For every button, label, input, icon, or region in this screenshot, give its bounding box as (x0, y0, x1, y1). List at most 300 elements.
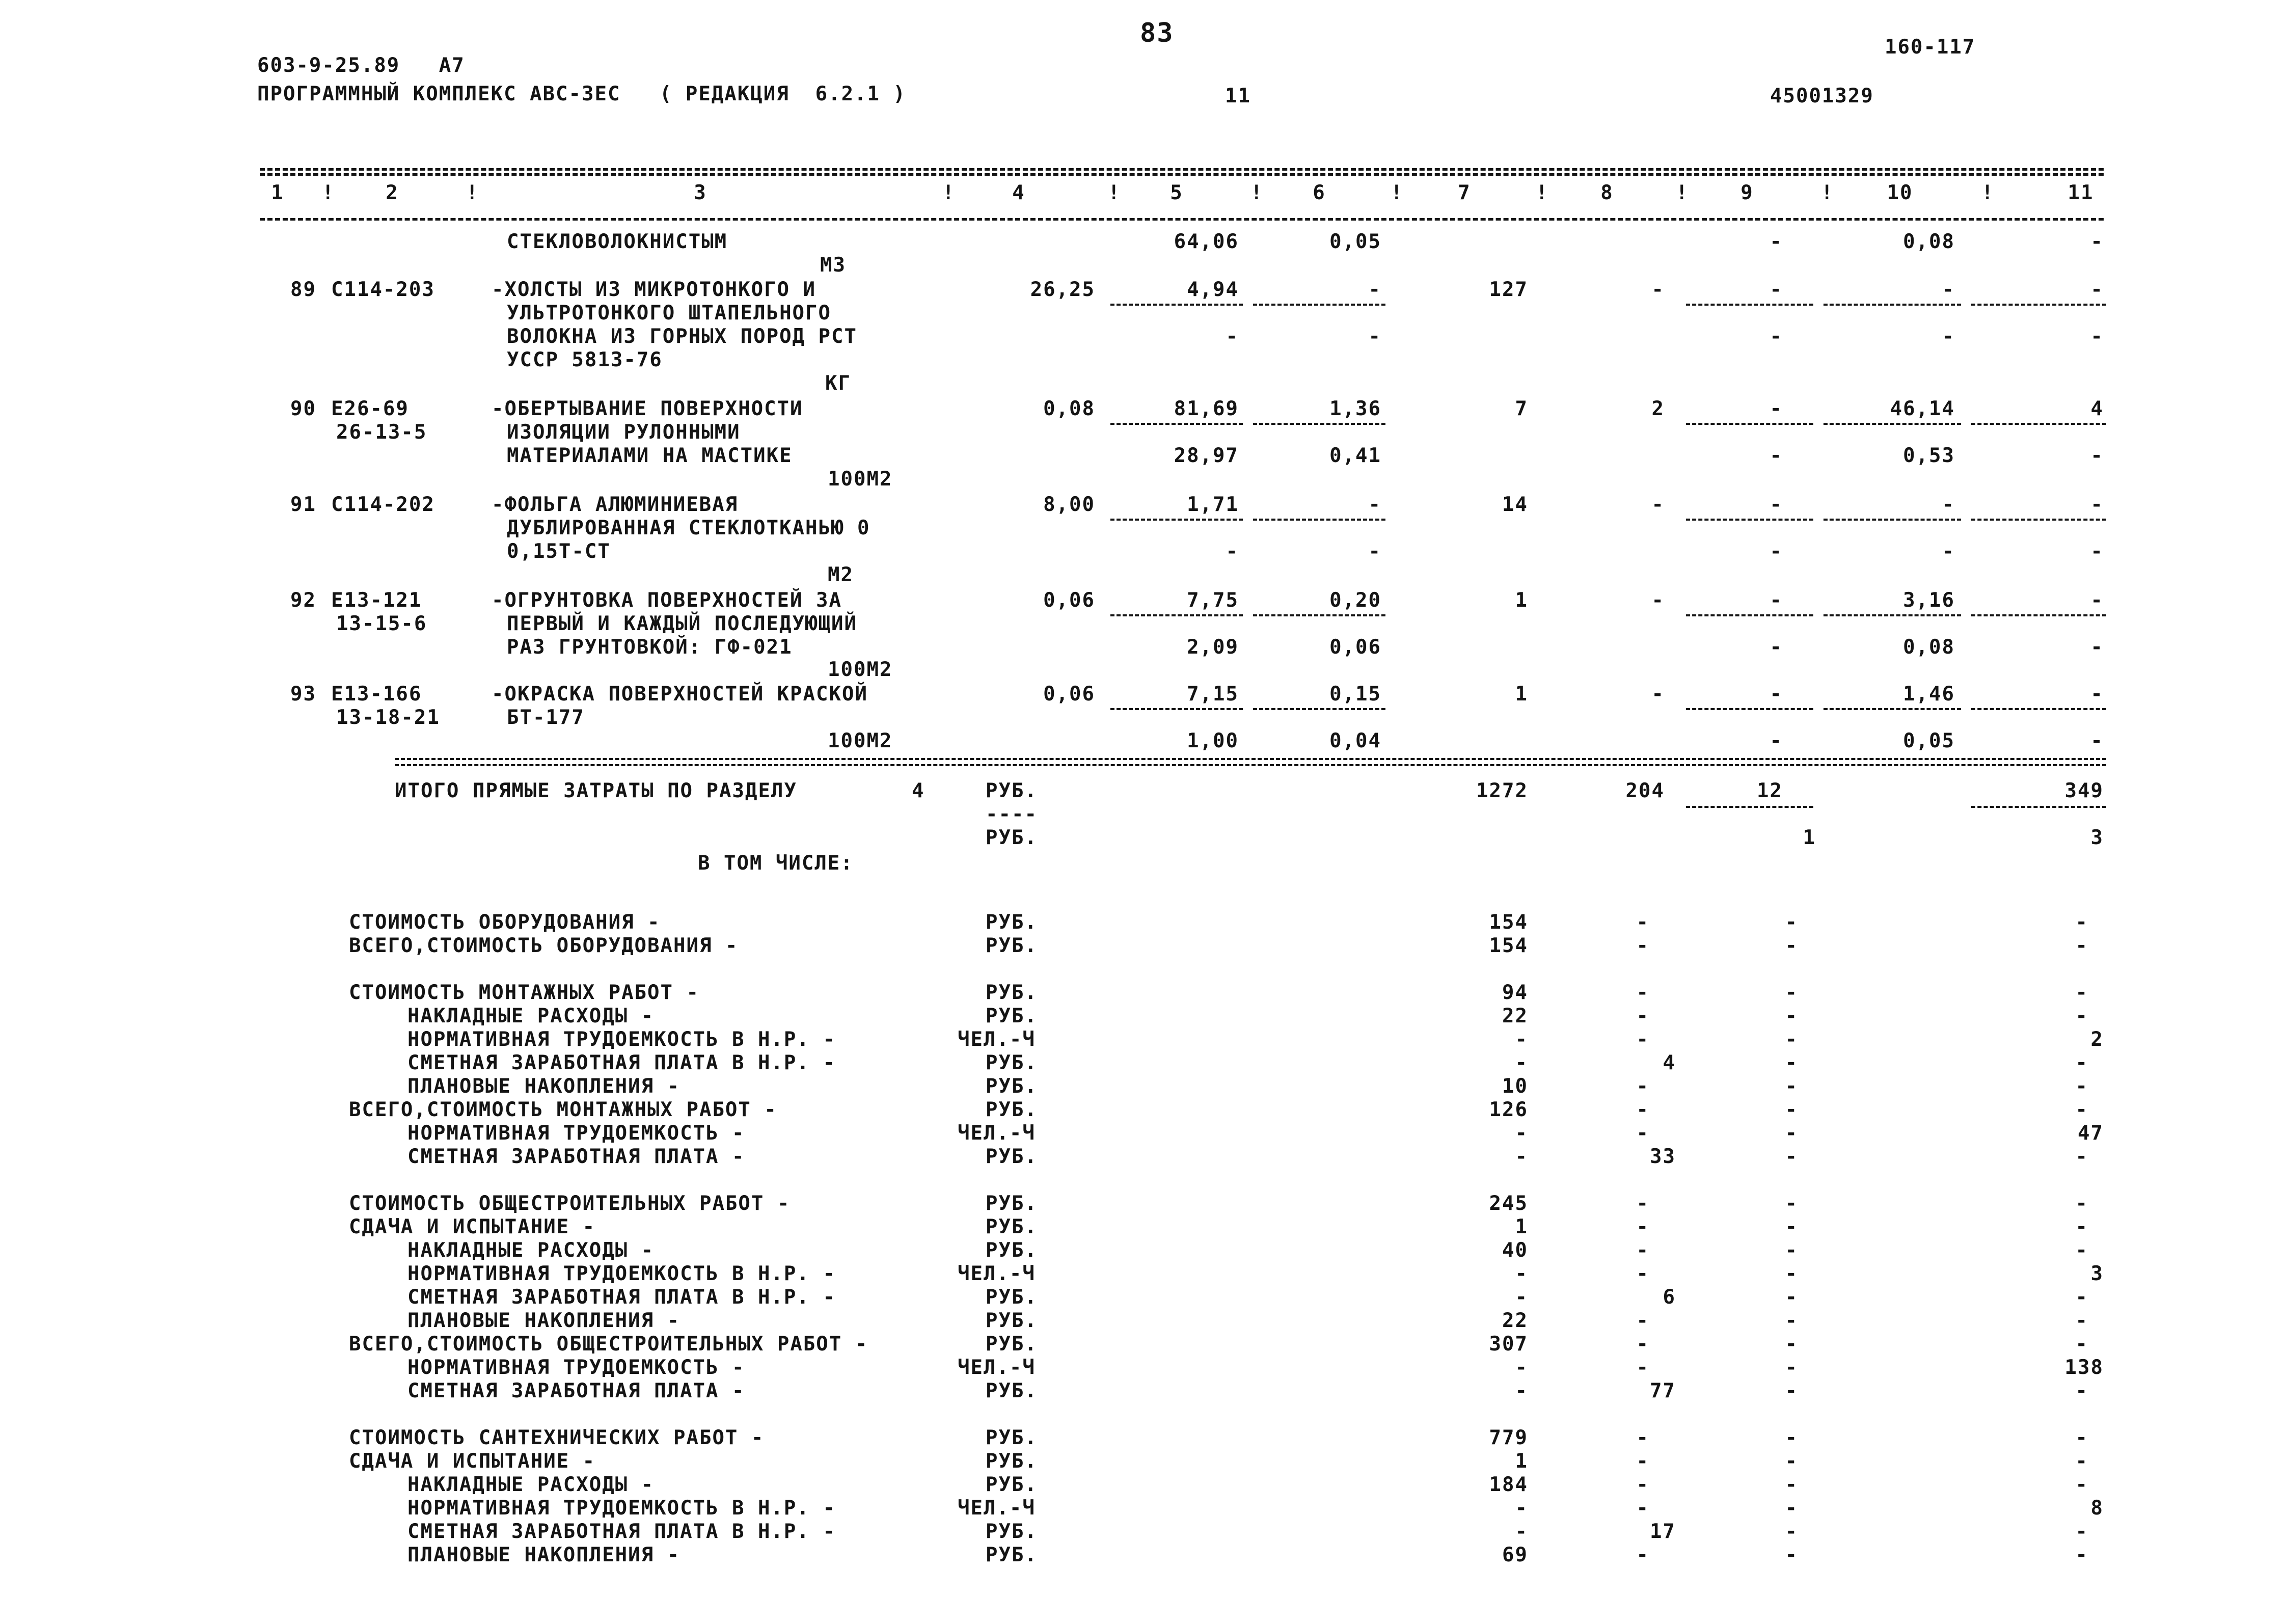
cell-c11b: - (2090, 729, 2104, 752)
item-name-line: УССР 5813-76 (507, 348, 663, 371)
summary-label: СТОИМОСТЬ ОБОРУДОВАНИЯ - (349, 911, 661, 934)
summary-label: СМЕТНАЯ ЗАРАБОТНАЯ ПЛАТА - (407, 1145, 745, 1168)
subtotal-rule (1971, 304, 2106, 306)
summary-c7: 779 (1489, 1426, 1528, 1449)
item-number: 89 (290, 278, 316, 301)
cell-c6: 0,05 (1329, 230, 1381, 253)
cell-c6: 1,36 (1329, 397, 1381, 420)
cell-c10b: 0,08 (1903, 636, 1955, 659)
cell-c5b: 2,09 (1187, 636, 1239, 659)
item-unit: 100М2 (828, 658, 893, 681)
summary-c11: - (2075, 1309, 2088, 1332)
summary-c11: - (2075, 1333, 2088, 1356)
column-header-6: 6 (1313, 181, 1326, 204)
item-name-line: -ХОЛСТЫ ИЗ МИКРОТОНКОГО И (492, 278, 816, 301)
cell-c11b: - (2090, 636, 2104, 659)
summary-c11: - (2075, 1379, 2088, 1402)
summary-c11: - (2075, 1426, 2088, 1449)
summary-label: НОРМАТИВНАЯ ТРУДОЕМКОСТЬ - (407, 1122, 745, 1145)
summary-unit: ЧЕЛ.-Ч (958, 1497, 1036, 1520)
cell-c9b: - (1770, 325, 1783, 348)
cell-c11b: - (2090, 540, 2104, 563)
sheet-index: 11 (1225, 85, 1251, 107)
cell-c8: - (1651, 278, 1665, 301)
cell-c5: 7,75 (1187, 589, 1239, 612)
summary-unit: РУБ. (986, 1145, 1038, 1168)
column-header-9: 9 (1740, 181, 1754, 204)
summary-c8: - (1636, 981, 1649, 1004)
summary-unit: РУБ. (986, 981, 1038, 1004)
summary-c11: - (2075, 1286, 2088, 1309)
summary-c7: 1 (1515, 1450, 1528, 1473)
column-separator: ! (466, 181, 479, 204)
subtotal-rule (1824, 519, 1961, 521)
cell-c9: - (1770, 397, 1783, 420)
summary-label: СМЕТНАЯ ЗАРАБОТНАЯ ПЛАТА В Н.Р. - (407, 1051, 836, 1074)
cell-c11: 4 (2090, 397, 2104, 420)
cell-c9b: - (1770, 540, 1783, 563)
cell-c10b: - (1942, 325, 1955, 348)
subtotal-rule (1686, 519, 1813, 521)
summary-c11: - (2075, 1051, 2088, 1074)
header-rule-top (260, 168, 2104, 171)
summary-c8: 6 (1663, 1286, 1676, 1309)
summary-c9: - (1785, 1544, 1798, 1566)
summary-unit: РУБ. (986, 1309, 1038, 1332)
summary-c9: - (1785, 1122, 1798, 1145)
item-unit: 100М2 (828, 468, 893, 491)
summary-c9: - (1785, 1426, 1798, 1449)
summary-c7: - (1515, 1520, 1528, 1543)
item-name-line: УЛЬТРОТОНКОГО ШТАПЕЛЬНОГО (507, 302, 831, 324)
subtotal-rule (1110, 423, 1243, 425)
column-header-5: 5 (1170, 181, 1183, 204)
summary-label: СТОИМОСТЬ САНТЕХНИЧЕСКИХ РАБОТ - (349, 1426, 765, 1449)
item-unit: М2 (828, 563, 854, 586)
cell-c9b: - (1770, 636, 1783, 659)
summary-c7: - (1515, 1028, 1528, 1051)
summary-c8: - (1636, 1005, 1649, 1027)
subtotal-rule (1971, 519, 2106, 521)
cell-c7: 1 (1515, 589, 1528, 612)
summary-unit: РУБ. (986, 1473, 1038, 1496)
summary-c9: - (1785, 1239, 1798, 1262)
summary-c9: - (1785, 1520, 1798, 1543)
cell-c10b: 0,05 (1903, 729, 1955, 752)
summary-c11: - (2075, 1005, 2088, 1027)
summary-c11: - (2075, 1075, 2088, 1098)
header-rule-mid (260, 173, 2104, 176)
total-c9: 12 (1757, 779, 1783, 802)
total-c11: 349 (2064, 779, 2104, 802)
cell-c8: - (1651, 589, 1665, 612)
summary-c8: - (1636, 1473, 1649, 1496)
summary-unit: РУБ. (986, 911, 1038, 934)
item-code: С114-202 (331, 493, 435, 516)
summary-c8: - (1636, 1262, 1649, 1285)
summary-label: ПЛАНОВЫЕ НАКОПЛЕНИЯ - (407, 1309, 681, 1332)
item-number: 91 (290, 493, 316, 516)
cell-c7: 14 (1502, 493, 1528, 516)
summary-c8: - (1636, 1192, 1649, 1215)
summary-c11: 8 (2090, 1497, 2104, 1520)
summary-c9: - (1785, 1098, 1798, 1121)
cell-c6: 0,15 (1329, 683, 1381, 706)
summary-unit: ЧЕЛ.-Ч (958, 1356, 1036, 1379)
summary-c7: - (1515, 1356, 1528, 1379)
summary-label: НОРМАТИВНАЯ ТРУДОЕМКОСТЬ В Н.Р. - (407, 1028, 836, 1051)
summary-label: НАКЛАДНЫЕ РАСХОДЫ - (407, 1473, 655, 1496)
summary-label: ПЛАНОВЫЕ НАКОПЛЕНИЯ - (407, 1544, 681, 1566)
item-unit: 100М2 (828, 729, 893, 752)
item-number: 90 (290, 397, 316, 420)
cell-c9: - (1770, 230, 1783, 253)
summary-label: ВСЕГО,СТОИМОСТЬ ОБОРУДОВАНИЯ - (349, 934, 739, 957)
summary-c9: - (1785, 1262, 1798, 1285)
summary-c11: - (2075, 981, 2088, 1004)
total-section: 4 (912, 779, 925, 802)
summary-c9: - (1785, 1356, 1798, 1379)
summary-c11: - (2075, 1145, 2088, 1168)
summary-unit: РУБ. (986, 1286, 1038, 1309)
summary-unit: ЧЕЛ.-Ч (958, 1262, 1036, 1285)
item-unit: КГ (825, 372, 851, 395)
subtotal-rule (1110, 304, 1243, 306)
total-c9-secondary: 1 (1803, 826, 1816, 849)
summary-c11: - (2075, 1239, 2088, 1262)
total-rule (1686, 806, 1813, 808)
including-heading: В ТОМ ЧИСЛЕ: (698, 852, 854, 875)
cell-c6b: 0,06 (1329, 636, 1381, 659)
program-line: ПРОГРАММНЫЙ КОМПЛЕКС АВС-3ЕС ( РЕДАКЦИЯ 6.2.1 ) (257, 83, 906, 105)
summary-label: НОРМАТИВНАЯ ТРУДОЕМКОСТЬ - (407, 1356, 745, 1379)
cell-c4: 0,06 (1043, 589, 1095, 612)
summary-c7: - (1515, 1497, 1528, 1520)
item-code-secondary: 13-18-21 (336, 706, 440, 729)
subtotal-rule (1253, 423, 1385, 425)
header-rule-bottom (260, 218, 2104, 221)
summary-label: СДАЧА И ИСПЫТАНИЕ - (349, 1450, 596, 1473)
summary-c9: - (1785, 1497, 1798, 1520)
subtotal-rule (1110, 519, 1243, 521)
cell-c10: - (1942, 278, 1955, 301)
cell-c10b: - (1942, 540, 1955, 563)
column-separator: ! (1250, 181, 1264, 204)
summary-c11: - (2075, 1192, 2088, 1215)
summary-label: СМЕТНАЯ ЗАРАБОТНАЯ ПЛАТА В Н.Р. - (407, 1520, 836, 1543)
subtotal-rule (1686, 614, 1813, 616)
cell-c10: 0,08 (1903, 230, 1955, 253)
summary-c7: 22 (1502, 1005, 1528, 1027)
summary-c9: - (1785, 1215, 1798, 1238)
summary-c8: - (1636, 1333, 1649, 1356)
cell-c6: 0,20 (1329, 589, 1381, 612)
summary-c7: 40 (1502, 1239, 1528, 1262)
summary-c8: 4 (1663, 1051, 1676, 1074)
item-name-line: РАЗ ГРУНТОВКОЙ: ГФ-021 (507, 636, 793, 659)
cell-c10: 46,14 (1890, 397, 1955, 420)
summary-unit: РУБ. (986, 1098, 1038, 1121)
summary-c11: - (2075, 1520, 2088, 1543)
cell-c11: - (2090, 230, 2104, 253)
summary-label: НОРМАТИВНАЯ ТРУДОЕМКОСТЬ В Н.Р. - (407, 1497, 836, 1520)
summary-c7: 69 (1502, 1544, 1528, 1566)
summary-unit: РУБ. (986, 934, 1038, 957)
summary-unit: РУБ. (986, 1239, 1038, 1262)
cell-c4: 26,25 (1030, 278, 1095, 301)
summary-c9: - (1785, 1145, 1798, 1168)
summary-label: СМЕТНАЯ ЗАРАБОТНАЯ ПЛАТА В Н.Р. - (407, 1286, 836, 1309)
column-separator: ! (1821, 181, 1834, 204)
summary-c7: 94 (1502, 981, 1528, 1004)
column-header-10: 10 (1887, 181, 1913, 204)
summary-c11: - (2075, 911, 2088, 934)
summary-c7: - (1515, 1145, 1528, 1168)
summary-c9: - (1785, 1005, 1798, 1027)
summary-c7: 307 (1489, 1333, 1528, 1356)
summary-c7: 184 (1489, 1473, 1528, 1496)
cell-c11: - (2090, 493, 2104, 516)
column-header-4: 4 (1012, 181, 1025, 204)
summary-c8: 17 (1650, 1520, 1676, 1543)
summary-c11: - (2075, 1450, 2088, 1473)
column-separator: ! (1981, 181, 1995, 204)
summary-unit: РУБ. (986, 1450, 1038, 1473)
subtotal-rule (1686, 304, 1813, 306)
cell-c5b: 1,00 (1187, 729, 1239, 752)
summary-c11: 47 (2078, 1122, 2104, 1145)
item-code: Е13-121 (331, 589, 422, 612)
summary-c8: - (1636, 1497, 1649, 1520)
summary-c7: - (1515, 1262, 1528, 1285)
item-number: 92 (290, 589, 316, 612)
cell-c10b: 0,53 (1903, 444, 1955, 467)
item-name-line: ВОЛОКНА ИЗ ГОРНЫХ ПОРОД РСТ (507, 325, 857, 348)
subtotal-rule (1253, 614, 1385, 616)
column-separator: ! (1108, 181, 1121, 204)
summary-unit: РУБ. (986, 1333, 1038, 1356)
summary-unit: РУБ. (986, 1005, 1038, 1027)
subtotal-rule (1971, 708, 2106, 710)
summary-c8: - (1636, 911, 1649, 934)
summary-unit: РУБ. (986, 1520, 1038, 1543)
column-header-8: 8 (1600, 181, 1614, 204)
cell-c6: - (1368, 493, 1381, 516)
subtotal-rule (1971, 423, 2106, 425)
summary-label: СМЕТНАЯ ЗАРАБОТНАЯ ПЛАТА - (407, 1379, 745, 1402)
summary-c9: - (1785, 981, 1798, 1004)
cell-c9b: - (1770, 729, 1783, 752)
summary-unit: РУБ. (986, 1379, 1038, 1402)
subtotal-rule (1686, 708, 1813, 710)
sheet-code: 160-117 (1885, 36, 1976, 59)
subtotal-rule (1253, 304, 1385, 306)
summary-c11: - (2075, 1473, 2088, 1496)
cell-c11: - (2090, 683, 2104, 706)
summary-unit: ЧЕЛ.-Ч (958, 1122, 1036, 1145)
subtotal-rule (1824, 708, 1961, 710)
total-unit-dashes: ---- (986, 803, 1038, 826)
summary-c8: - (1636, 1450, 1649, 1473)
summary-c9: - (1785, 911, 1798, 934)
summary-c9: - (1785, 1309, 1798, 1332)
summary-c8: - (1636, 1215, 1649, 1238)
summary-label: СТОИМОСТЬ ОБЩЕСТРОИТЕЛЬНЫХ РАБОТ - (349, 1192, 791, 1215)
summary-c8: - (1636, 1122, 1649, 1145)
item-name-line: ПЕРВЫЙ И КАЖДЫЙ ПОСЛЕДУЮЩИЙ (507, 612, 857, 635)
total-unit-secondary: РУБ. (986, 826, 1038, 849)
cell-c9: - (1770, 278, 1783, 301)
summary-unit: РУБ. (986, 1426, 1038, 1449)
subtotal-rule (1824, 423, 1961, 425)
summary-c11: - (2075, 1098, 2088, 1121)
summary-c9: - (1785, 1473, 1798, 1496)
summary-c9: - (1785, 934, 1798, 957)
summary-c11: - (2075, 1215, 2088, 1238)
column-separator: ! (942, 181, 956, 204)
summary-c7: 245 (1489, 1192, 1528, 1215)
cell-c7: 1 (1515, 683, 1528, 706)
project-code: 603-9-25.89 А7 (257, 54, 465, 77)
subtotal-rule (1824, 304, 1961, 306)
page-number: 83 (1140, 18, 1174, 48)
summary-unit: РУБ. (986, 1215, 1038, 1238)
cell-c5b: 28,97 (1174, 444, 1239, 467)
item-name-line: МАТЕРИАЛАМИ НА МАСТИКЕ (507, 444, 793, 467)
summary-c11: - (2075, 1544, 2088, 1566)
column-separator: ! (1536, 181, 1549, 204)
summary-c7: 154 (1489, 911, 1528, 934)
summary-c7: 10 (1502, 1075, 1528, 1098)
summary-c11: - (2075, 934, 2088, 957)
cell-c11: - (2090, 589, 2104, 612)
column-separator: ! (1676, 181, 1689, 204)
cell-c4: 8,00 (1043, 493, 1095, 516)
cell-c4: 0,08 (1043, 397, 1095, 420)
subtotal-rule (1253, 519, 1385, 521)
summary-label: НОРМАТИВНАЯ ТРУДОЕМКОСТЬ В Н.Р. - (407, 1262, 836, 1285)
summary-c8: - (1636, 1098, 1649, 1121)
column-header-2: 2 (386, 181, 399, 204)
summary-c9: - (1785, 1286, 1798, 1309)
item-name-line: ДУБЛИРОВАННАЯ СТЕКЛОТКАНЬЮ 0 (507, 517, 870, 539)
summary-c9: - (1785, 1028, 1798, 1051)
item-name-line: ИЗОЛЯЦИИ РУЛОННЫМИ (507, 421, 741, 444)
item-number: 93 (290, 683, 316, 706)
cell-c7: 127 (1489, 278, 1528, 301)
summary-c8: - (1636, 1426, 1649, 1449)
cell-c5b: - (1226, 325, 1239, 348)
cell-c5: 7,15 (1187, 683, 1239, 706)
total-c7: 1272 (1476, 779, 1528, 802)
cell-c8: - (1651, 493, 1665, 516)
column-header-7: 7 (1458, 181, 1471, 204)
summary-c9: - (1785, 1379, 1798, 1402)
summary-unit: РУБ. (986, 1192, 1038, 1215)
summary-label: НАКЛАДНЫЕ РАСХОДЫ - (407, 1239, 655, 1262)
summary-c7: 154 (1489, 934, 1528, 957)
cell-c8: 2 (1651, 397, 1665, 420)
summary-label: СТОИМОСТЬ МОНТАЖНЫХ РАБОТ - (349, 981, 699, 1004)
item-code: Е13-166 (331, 683, 422, 706)
total-rule (1971, 806, 2106, 808)
cell-c5b: - (1226, 540, 1239, 563)
item-code-secondary: 26-13-5 (336, 421, 427, 444)
summary-c9: - (1785, 1192, 1798, 1215)
cell-c5: 1,71 (1187, 493, 1239, 516)
cell-c11b: - (2090, 325, 2104, 348)
summary-c11: 3 (2090, 1262, 2104, 1285)
item-code: Е26-69 (331, 397, 409, 420)
summary-c8: - (1636, 1544, 1649, 1566)
summary-c8: - (1636, 1028, 1649, 1051)
summary-c7: - (1515, 1379, 1528, 1402)
summary-c7: 126 (1489, 1098, 1528, 1121)
column-header-11: 11 (2067, 181, 2094, 204)
summary-c11: 138 (2064, 1356, 2104, 1379)
subtotal-rule (1686, 423, 1813, 425)
summary-c9: - (1785, 1333, 1798, 1356)
item-code-secondary: 13-15-6 (336, 612, 427, 635)
subtotal-rule (1253, 708, 1385, 710)
summary-c8: 77 (1650, 1379, 1676, 1402)
cell-c5: 64,06 (1174, 230, 1239, 253)
summary-label: НАКЛАДНЫЕ РАСХОДЫ - (407, 1005, 655, 1027)
summary-unit: РУБ. (986, 1544, 1038, 1566)
cell-c4: 0,06 (1043, 683, 1095, 706)
cell-c6b: 0,04 (1329, 729, 1381, 752)
cell-c10: 1,46 (1903, 683, 1955, 706)
cell-c11: - (2090, 278, 2104, 301)
subtotal-rule (1110, 708, 1243, 710)
cell-c6b: 0,41 (1329, 444, 1381, 467)
item-name-line: -ФОЛЬГА АЛЮМИНИЕВАЯ (492, 493, 739, 516)
column-separator: ! (322, 181, 335, 204)
summary-unit: РУБ. (986, 1051, 1038, 1074)
item-name-line: 0,15Т-СТ (507, 540, 611, 563)
subtotal-rule (1824, 614, 1961, 616)
row-unit: М3 (820, 254, 846, 277)
total-label: ИТОГО ПРЯМЫЕ ЗАТРАТЫ ПО РАЗДЕЛУ (395, 779, 797, 802)
cell-c9: - (1770, 493, 1783, 516)
subtotal-rule (1110, 614, 1243, 616)
summary-label: ВСЕГО,СТОИМОСТЬ ОБЩЕСТРОИТЕЛЬНЫХ РАБОТ - (349, 1333, 868, 1356)
summary-c8: - (1636, 934, 1649, 957)
summary-c8: - (1636, 1239, 1649, 1262)
summary-c11: 2 (2090, 1028, 2104, 1051)
document-id: 45001329 (1770, 85, 1874, 107)
summary-c7: 22 (1502, 1309, 1528, 1332)
total-c8: 204 (1625, 779, 1665, 802)
summary-unit: ЧЕЛ.-Ч (958, 1028, 1036, 1051)
cell-c6b: - (1368, 540, 1381, 563)
item-code: С114-203 (331, 278, 435, 301)
summary-c7: - (1515, 1051, 1528, 1074)
summary-c7: 1 (1515, 1215, 1528, 1238)
row-name: СТЕКЛОВОЛОКНИСТЫМ (507, 230, 728, 253)
cell-c9: - (1770, 589, 1783, 612)
summary-c7: - (1515, 1122, 1528, 1145)
cell-c9: - (1770, 683, 1783, 706)
section-total-rule (395, 764, 2106, 766)
total-unit: РУБ. (986, 779, 1038, 802)
cell-c7: 7 (1515, 397, 1528, 420)
summary-c8: 33 (1650, 1145, 1676, 1168)
summary-c7: - (1515, 1286, 1528, 1309)
summary-c8: - (1636, 1075, 1649, 1098)
column-header-3: 3 (694, 181, 707, 204)
cell-c6b: - (1368, 325, 1381, 348)
